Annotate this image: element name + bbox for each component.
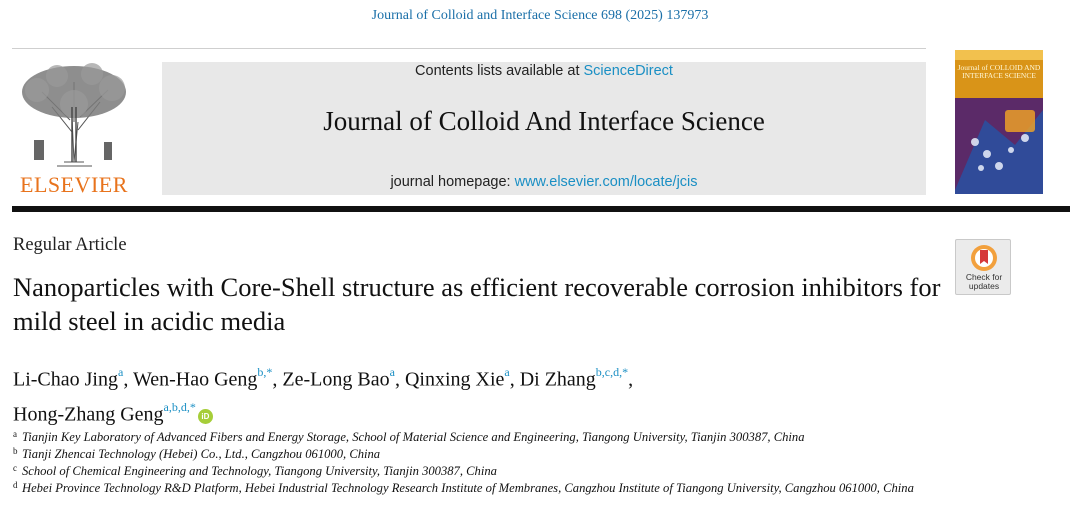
check-for-updates-button[interactable] — [955, 239, 1011, 295]
title-divider — [12, 206, 1070, 212]
bookmark-icon — [956, 240, 1012, 274]
affiliation-marker: a — [13, 429, 17, 439]
homepage-link[interactable]: www.elsevier.com/locate/jcis — [514, 174, 698, 190]
article-type: Regular Article — [13, 235, 127, 255]
contents-line — [162, 62, 926, 80]
author-affiliation-marker[interactable]: a — [389, 365, 395, 379]
affiliation-text: Hebei Province Technology R&D Platform, Hebei Industrial Technology Research Institute of Membranes, Cangzhou Institute of Tiangong University, Cangzhou 061000, China — [22, 481, 914, 495]
journal-title: Journal of Colloid And Interface Science — [323, 106, 765, 136]
author-name[interactable]: Qinxing Xie — [404, 368, 505, 391]
author-name[interactable]: Di Zhang — [519, 368, 596, 391]
author-name[interactable]: Li-Chao Jing — [13, 368, 118, 391]
affiliation-text: School of Chemical Engineering and Technology, Tiangong University, Tianjin 300387, China — [22, 464, 497, 478]
journal-citation: Journal of Colloid and Interface Science 698 (2025) 137973 — [371, 8, 709, 23]
author-affiliation-marker[interactable]: a — [118, 365, 124, 379]
homepage-prefix: journal homepage: — [390, 174, 515, 190]
elsevier-wordmark: ELSEVIER — [20, 172, 128, 197]
author-separator: , — [628, 368, 634, 391]
homepage-line — [162, 174, 926, 190]
affiliation-marker: b — [13, 446, 18, 456]
header-divider — [12, 48, 926, 49]
article-title: Nanoparticles with Core-Shell structure as efficient recoverable corrosion inhibitors for mild steel in acidic media — [13, 272, 941, 336]
elsevier-logo[interactable] — [12, 62, 136, 195]
author-separator: , — [123, 368, 133, 391]
affiliation-item — [13, 463, 1013, 480]
author-affiliation-marker[interactable]: a,b,d,* — [163, 399, 196, 414]
affiliation-item — [13, 480, 1013, 497]
contents-prefix: Contents lists available at — [415, 63, 584, 79]
journal-cover-image[interactable] — [955, 50, 1043, 194]
author-separator: , — [272, 368, 283, 391]
affiliation-text: Tianjin Key Laboratory of Advanced Fibers and Energy Storage, School of Material Science and Engineering, Tiangong University, Tianjin 300387, China — [22, 430, 805, 444]
affiliation-marker: d — [13, 480, 18, 490]
elsevier-tree-icon — [12, 62, 136, 170]
affiliation-list — [13, 429, 1013, 497]
author-list — [13, 360, 943, 429]
cover-title: Journal of COLLOID AND INTERFACE SCIENCE — [957, 63, 1041, 80]
affiliation-marker: c — [13, 463, 17, 473]
author-name[interactable]: Ze-Long Bao — [282, 368, 390, 391]
author-separator: , — [394, 368, 405, 391]
orcid-icon[interactable]: iD — [198, 409, 213, 424]
affiliation-item — [13, 446, 1013, 463]
affiliation-text: Tianji Zhencai Technology (Hebei) Co., Ltd., Cangzhou 061000, China — [22, 447, 381, 461]
author-name[interactable]: Wen-Hao Geng — [132, 368, 258, 391]
journal-banner — [162, 62, 926, 195]
affiliation-item — [13, 429, 1013, 446]
check-for-updates-label: Check for updates — [965, 272, 1003, 291]
author-affiliation-marker[interactable]: b,c,d,* — [595, 365, 629, 379]
author-name[interactable]: Hong-Zhang Geng — [13, 403, 164, 426]
author-affiliation-marker[interactable]: a — [504, 365, 510, 379]
author-separator: , — [509, 368, 520, 391]
sciencedirect-link[interactable]: ScienceDirect — [583, 63, 673, 79]
author-affiliation-marker[interactable]: b,* — [257, 365, 273, 379]
